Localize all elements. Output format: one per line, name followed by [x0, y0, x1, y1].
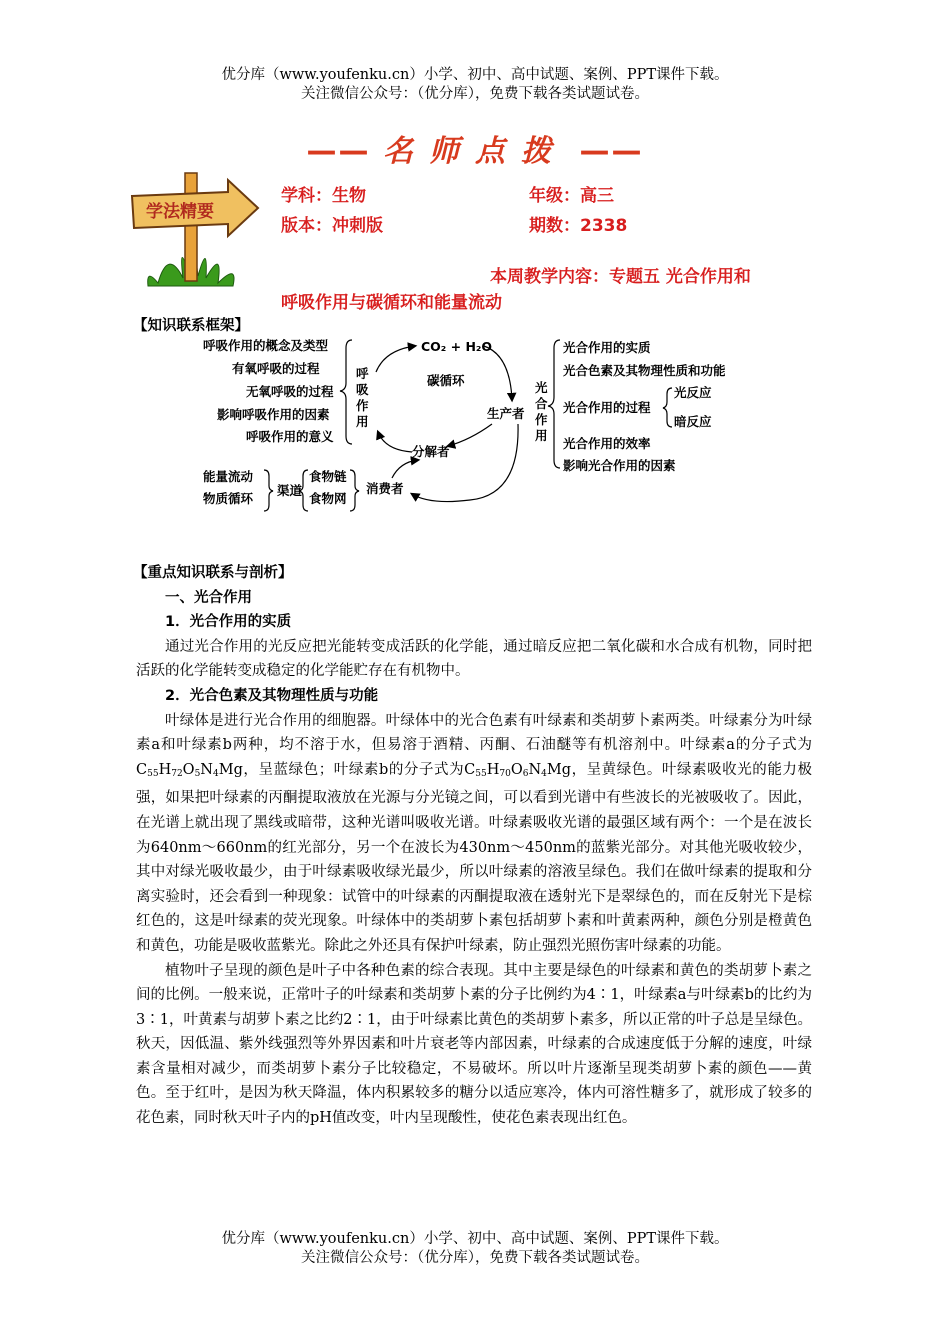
meta-subject: 学科：生物: [281, 186, 366, 206]
right-group-char: 合: [535, 396, 548, 411]
left-group-char: 作: [356, 398, 369, 413]
meta-grade: 年级：高三: [529, 186, 614, 206]
banner-dash-left: ——: [306, 134, 371, 169]
paragraph-text: 叶绿体是进行光合作用的细胞器。叶绿体中的光合色素有叶绿素和类胡萝卜素两类。叶绿素分为叶绿素a和叶绿素b两种，均不溶于水，但易溶于酒精、丙酮、石油醚等有机溶剂中。叶绿素a的分子式为: [136, 712, 812, 754]
consumer-node: 消费者: [366, 481, 404, 496]
header-line-2: 关注微信公众号：（优分库），免费下载各类试题试卷。: [301, 86, 649, 102]
right-item: 光合作用的过程: [563, 400, 651, 415]
paragraph: [136, 709, 812, 959]
content-title-line-1: 本周教学内容：专题五 光合作用和: [490, 267, 751, 287]
right-group-char: 用: [535, 428, 548, 443]
left-group-char: 用: [356, 414, 369, 429]
dark-reaction: 暗反应: [674, 414, 712, 429]
section-heading: 一、光合作用: [165, 589, 252, 606]
arrow-producer-to-consumer: [412, 424, 518, 502]
framework-heading: 【知识联系框架】: [133, 318, 249, 334]
arrow-producer-to-decomposer: [448, 424, 492, 446]
paragraph-text: ，呈黄绿色。叶绿素吸收光的能力极强，如果把叶绿素的丙酮提取液放在光源与分光镜之间，可以看到光谱中有些波长的光被吸收了。因此，在光谱上就出现了黑线或暗带，这种光谱叫吸收光谱。叶绿素吸收光谱的最强区域有两个：一个是在波长为640nm～660nm的红光部分，另一个在波长为430nm～450nm的蓝紫光部分。对其他光吸收较少，其中对绿光吸收最少，由于叶绿素吸收绿光最少，所以叶绿素的溶液呈绿色。我们在做叶绿素的提取和分离实验时，还会看到一种现象：试管中的叶绿素的丙酮提取液在透射光下是翠绿色的，而在反射光下是棕红色的，这是叶绿素的荧光现象。叶绿体中的类胡萝卜素包括胡萝卜素和叶黄素两种，颜色分别是橙黄色和黄色，功能是吸收蓝紫光。除此之外还具有保护叶绿素，防止强烈光照伤害叶绿素的功能。: [136, 761, 812, 954]
web-brace: [350, 470, 359, 511]
bottom-brace: [264, 470, 273, 511]
bottom-item: 物质循环: [203, 491, 254, 506]
banner-text: 名师点拨: [383, 134, 567, 169]
co2-h2o-node: CO₂ + H₂O: [421, 339, 493, 354]
left-item: 无氧呼吸的过程: [246, 384, 334, 399]
light-reaction: 光反应: [674, 385, 712, 400]
left-item: 呼吸作用的意义: [246, 429, 334, 444]
channel-label: 渠道: [277, 483, 303, 498]
right-brace: [548, 340, 560, 468]
page-header: [0, 66, 950, 104]
footer-line-2: 关注微信公众号：（优分库），免费下载各类试题试卷。: [301, 1250, 649, 1266]
knowledge-framework-diagram: [0, 330, 950, 520]
food-chain: 食物链: [309, 469, 347, 484]
right-group-char: 作: [535, 412, 548, 427]
chlorophyll-a-formula: $C_{55}H_{72}O_5N_4Mg$: [136, 761, 243, 779]
channel-brace: [299, 470, 308, 511]
subsection-heading: 1．光合作用的实质: [165, 614, 292, 631]
producer-node: 生产者: [487, 406, 525, 421]
meta-edition: 版本：冲刺版: [281, 216, 383, 236]
subsection-heading: 2．光合色素及其物理性质与功能: [165, 687, 379, 704]
content-title-line-2: 呼吸作用与碳循环和能量流动: [281, 293, 502, 313]
header-line-1: 优分库（www.youfenku.cn）小学、初中、高中试题、案例、PPT课件下载。: [221, 67, 729, 83]
left-group-char: 吸: [356, 382, 369, 397]
left-item: 有氧呼吸的过程: [232, 361, 320, 376]
carbon-cycle-label: 碳循环: [427, 373, 465, 388]
bottom-item: 能量流动: [203, 469, 254, 484]
food-web: 食物网: [309, 491, 347, 506]
right-item: 光合色素及其物理性质和功能: [563, 363, 726, 378]
page-footer: [0, 1230, 950, 1268]
left-item: 呼吸作用的概念及类型: [203, 338, 329, 353]
right-item: 光合作用的效率: [563, 436, 651, 451]
arrow-to-co2: [376, 346, 415, 372]
process-brace: [663, 388, 672, 427]
banner-title: [0, 126, 950, 170]
chlorophyll-b-formula: $C_{55}H_{70}O_6N_4Mg$: [464, 761, 571, 779]
paragraph: 通过光合作用的光反应把光能转变成活跃的化学能，通过暗反应把二氧化碳和水合成有机物，同时把活跃的化学能转变成稳定的化学能贮存在有机物中。: [136, 638, 812, 680]
right-item: 影响光合作用的因素: [563, 458, 676, 473]
paragraph-text: ，呈蓝绿色；叶绿素b的分子式为: [242, 761, 465, 778]
arrow-decomposer-to-left: [378, 432, 412, 452]
arrow-co2-to-producer: [484, 346, 512, 400]
analysis-heading: 【重点知识联系与剖析】: [133, 565, 293, 581]
meta-issue: 期数：2338: [529, 216, 628, 236]
left-brace: [340, 340, 352, 444]
analysis-section: [133, 561, 812, 1131]
paragraph: 植物叶子呈现的颜色是叶子中各种色素的综合表现。其中主要是绿色的叶绿素和黄色的类胡萝卜素之间的比例。一般来说，正常叶子的叶绿素和类胡萝卜素的分子比例约为4∶1，叶绿素a与叶绿素b的比约为3∶1，叶黄素与胡萝卜素之比约2∶1，由于叶绿素比黄色的类胡萝卜素多，所以正常的叶子总是呈绿色。秋天，因低温、紫外线强烈等外界因素和叶片衰老等内部因素，叶绿素的合成速度低于分解的速度，叶绿素含量相对减少，而类胡萝卜素分子比较稳定，不易破坏。所以叶片逐渐呈现类胡萝卜素的颜色——黄色。至于红叶，是因为秋天降温，体内积累较多的糖分以适应寒冷，体内可溶性糖多了，就形成了较多的花色素，同时秋天叶子内的pH值改变，叶内呈现酸性，使花色素表现出红色。: [136, 962, 812, 1127]
decomposer-node: 分解者: [412, 444, 450, 459]
left-item: 影响呼吸作用的因素: [217, 407, 330, 422]
signpost-logo: [128, 168, 268, 293]
right-group-char: 光: [535, 380, 548, 395]
banner-dash-right: ——: [579, 134, 644, 169]
left-group-char: 呼: [356, 366, 369, 381]
arrow-consumer-to-decomposer: [392, 460, 418, 478]
right-item: 光合作用的实质: [563, 340, 651, 355]
logo-text: 学法精要: [146, 202, 214, 222]
footer-line-1: 优分库（www.youfenku.cn）小学、初中、高中试题、案例、PPT课件下载。: [221, 1231, 729, 1247]
post-icon: [185, 173, 197, 281]
